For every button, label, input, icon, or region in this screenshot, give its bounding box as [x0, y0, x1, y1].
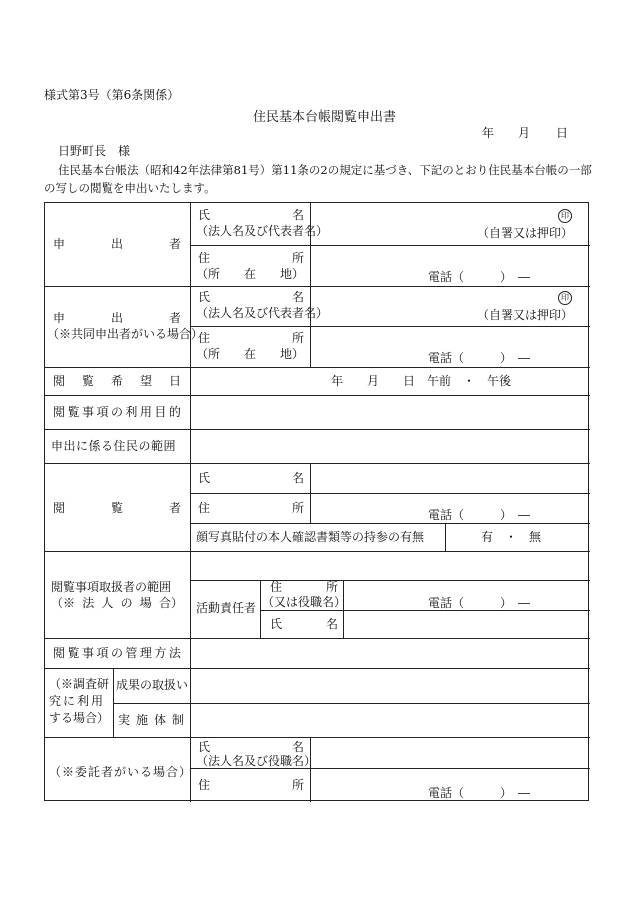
handler-name-label: 氏 名: [270, 617, 338, 631]
application-form-table: [44, 202, 589, 801]
viewer-name-label: 氏 名: [198, 471, 304, 485]
date-month: 月: [518, 126, 531, 140]
form-title: 住民基本台帳閲覧申出書: [253, 110, 397, 125]
date-year: 年: [482, 126, 495, 140]
viewer-address-label: 住 所: [198, 501, 304, 515]
research-label-line1: （※調査研: [49, 677, 110, 691]
applicant-label: 申 出 者: [53, 237, 181, 251]
system-label: 実 施 体 制: [118, 713, 184, 727]
manager-label: 活動責任者: [196, 601, 257, 615]
applicant-address-sub: （所 在 地）: [196, 267, 304, 281]
desired-date-label: 閲 覧 希 望 日: [53, 374, 181, 388]
co-applicant-seal-note: （自署又は押印）: [477, 308, 574, 322]
consignor-name-label: 氏 名: [198, 740, 304, 754]
applicant-name-label: 氏 名: [198, 208, 304, 222]
viewer-phone: 電話（ ） ―: [428, 508, 531, 522]
co-applicant-address-label: 住 所: [198, 331, 304, 345]
co-applicant-seal-icon: 印: [558, 291, 572, 305]
viewer-label: 閲 覧 者: [53, 501, 181, 515]
consignor-label: （※委託者がいる場合）: [49, 765, 193, 779]
addressee: 日野町長 様: [58, 144, 131, 158]
results-label: 成果の取扱い: [116, 678, 189, 692]
form-number: 様式第3号（第6条関係）: [44, 88, 180, 102]
date-day: 日: [556, 126, 569, 140]
applicant-seal-note: （自署又は押印）: [477, 226, 574, 240]
co-applicant-address-sub: （所 在 地）: [196, 347, 304, 361]
co-applicant-phone: 電話（ ） ―: [428, 351, 531, 365]
handler-sub: （※ 法 人 の 場 合）: [51, 596, 183, 610]
scope-label: 申出に係る住民の範囲: [51, 439, 177, 453]
co-applicant-name-sub: （法人名及び代表者名）: [196, 306, 329, 320]
co-applicant-label: 申 出 者: [53, 311, 181, 325]
consignor-phone: 電話（ ） ―: [428, 786, 531, 800]
viewer-id-question: 顔写真貼付の本人確認書類等の持参の有無: [196, 530, 425, 544]
intro-line-2: の写しの閲覧を申出いたします。: [44, 181, 216, 195]
desired-date-value: 年 月 日 午前 ・ 午後: [331, 374, 512, 388]
consignor-address-label: 住 所: [198, 778, 304, 792]
research-label-line2: 究に利用: [49, 694, 106, 708]
applicant-name-sub: （法人名及び代表者名）: [196, 224, 329, 238]
research-label-line3: する場合）: [49, 711, 110, 725]
consignor-name-sub: （法人名及び役職名）: [196, 754, 317, 768]
viewer-id-answer: 有 ・ 無: [481, 530, 542, 544]
handler-address-sub: （又は役職名）: [262, 595, 347, 609]
co-applicant-sub: （※共同申出者がいる場合）: [47, 327, 204, 341]
management-label: 閲 覧 事 項 の 管 理 方 法: [53, 646, 181, 660]
applicant-seal-icon: 印: [558, 209, 572, 223]
purpose-label: 閲 覧 事 項 の 利 用 目 的: [53, 405, 181, 419]
handler-label: 閲覧事項取扱者の範囲: [51, 580, 172, 594]
intro-line-1: 住民基本台帳法（昭和42年法律第81号）第11条の2の規定に基づき、下記のとおり住民基本台帳の一部: [58, 163, 592, 177]
applicant-phone: 電話（ ） ―: [428, 270, 531, 284]
applicant-address-label: 住 所: [198, 251, 304, 265]
handler-address-label: 住 所: [270, 580, 338, 594]
co-applicant-name-label: 氏 名: [198, 290, 304, 304]
handler-phone: 電話（ ） ―: [428, 596, 531, 610]
